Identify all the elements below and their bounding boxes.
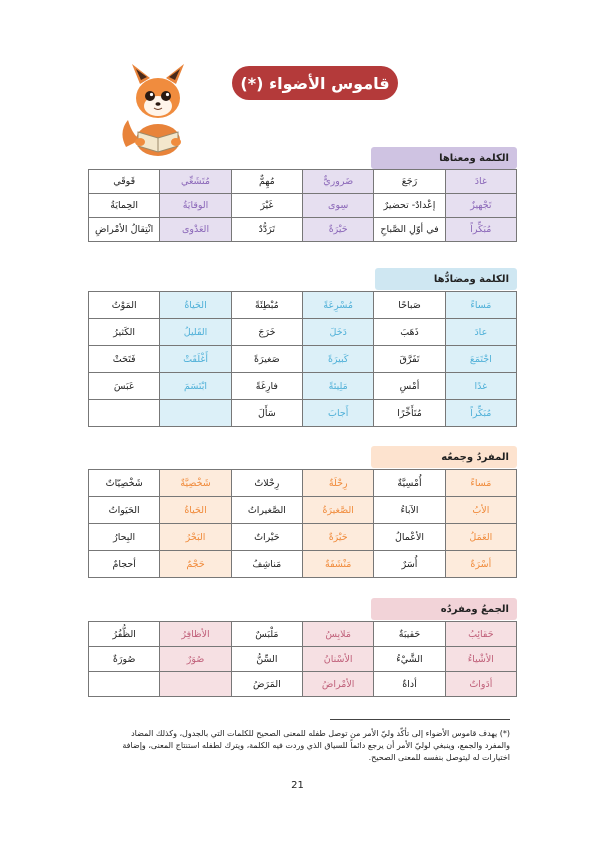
page-number: 21 [291, 780, 304, 791]
table-row [89, 497, 517, 524]
table-cell: حَيْراتٌ [231, 524, 302, 551]
table-cell: رِحْلَةٌ [303, 470, 374, 497]
table-cell: قَوقَي [89, 170, 160, 194]
table-cell: رَجَعَ [374, 170, 445, 194]
table-cell: أَغْلَقَتْ [160, 346, 231, 373]
table-cell: عَبَسَ [89, 373, 160, 400]
table-row [89, 194, 517, 218]
table-cell: أُسَرٌ [374, 551, 445, 578]
table-cell: ضَروريٌّ [303, 170, 374, 194]
table-singular-plural [88, 469, 517, 578]
table-cell: دَخَلَ [303, 319, 374, 346]
table-cell [160, 400, 231, 427]
footnote-divider [330, 719, 510, 720]
table-cell: ابْتَسَمَ [160, 373, 231, 400]
table-cell: الأعْمالُ [374, 524, 445, 551]
table-row [89, 319, 517, 346]
table-cell: الصَّغيرَةُ [303, 497, 374, 524]
table-row [89, 218, 517, 242]
table-meaning [88, 169, 517, 242]
table-cell: مَلِيئةً [303, 373, 374, 400]
table-cell: تَجْهيزٌ [445, 194, 516, 218]
table-cell: حَجْمٌ [160, 551, 231, 578]
table-cell: مَنْشَفَةٌ [303, 551, 374, 578]
table-cell: مَناشِفُ [231, 551, 302, 578]
table-cell: الكَثيرُ [89, 319, 160, 346]
table-cell: الحَياةُ [160, 497, 231, 524]
table-cell: أداةٌ [374, 672, 445, 697]
table-cell: سَأَلَ [231, 400, 302, 427]
table-cell: الأشْياءُ [445, 647, 516, 672]
table-cell: البَحْرُ [160, 524, 231, 551]
table-cell: رِحْلاتٌ [231, 470, 302, 497]
table-cell: حَقيبَةٌ [374, 622, 445, 647]
section-header-meaning: الكلمة ومعناها [371, 147, 517, 169]
table-cell: أدَواتٌ [445, 672, 516, 697]
table-cell: صُوَرٌ [160, 647, 231, 672]
table-cell: مُتَشَعِّي [160, 170, 231, 194]
page-title: قاموس الأضواء (*) [232, 66, 398, 100]
section-header-plural-singular: الجمعُ ومفردُه [371, 598, 517, 620]
table-cell: اجْتَمَعَ [445, 346, 516, 373]
table-cell: أَجابَ [303, 400, 374, 427]
table-cell: الحَياةُ [160, 292, 231, 319]
table-cell: صَباحًا [374, 292, 445, 319]
table-cell: مَلابِسُ [303, 622, 374, 647]
table-cell: الأمْراضُ [303, 672, 374, 697]
table-cell: مُسْرِعَةً [303, 292, 374, 319]
table-cell: حَقائِبُ [445, 622, 516, 647]
table-plural-singular [88, 621, 517, 697]
table-cell: مَساءً [445, 292, 516, 319]
table-cell: القَليلُ [160, 319, 231, 346]
table-cell: حَيْرَةٌ [303, 524, 374, 551]
table-row [89, 373, 517, 400]
table-cell: الأظافِرُ [160, 622, 231, 647]
table-cell: صُورَةٌ [89, 647, 160, 672]
table-cell: السِّنُّ [231, 647, 302, 672]
table-cell: صَغيرَةً [231, 346, 302, 373]
table-cell: خَرَجَ [231, 319, 302, 346]
table-cell: أُمْسِيَّةٌ [374, 470, 445, 497]
table-cell: غدًا [445, 373, 516, 400]
table-cell: مَلْبَسٌ [231, 622, 302, 647]
table-cell: مُبْطِئَةً [231, 292, 302, 319]
table-cell: تَفَرَّقَ [374, 346, 445, 373]
table-cell: العَدْوى [160, 218, 231, 242]
table-row [89, 292, 517, 319]
table-row [89, 170, 517, 194]
table-cell: الأسْنانُ [303, 647, 374, 672]
table-cell: المَوْتُ [89, 292, 160, 319]
table-row [89, 470, 517, 497]
table-cell: الصَّغيراتُ [231, 497, 302, 524]
table-cell [89, 400, 160, 427]
table-cell [89, 672, 160, 697]
table-cell: شَخْصِيَّةٌ [160, 470, 231, 497]
table-opposites [88, 291, 517, 427]
table-cell: أحجامٌ [89, 551, 160, 578]
table-cell: في أوّلِ الصَّباحِ [374, 218, 445, 242]
table-cell: أمْسِ [374, 373, 445, 400]
table-cell: العَمَلُ [445, 524, 516, 551]
table-row [89, 400, 517, 427]
table-cell: مُبَكِّراً [445, 400, 516, 427]
table-cell: الحِمايَةُ [89, 194, 160, 218]
table-cell: مُبَكِّراً [445, 218, 516, 242]
table-cell: غَيْرَ [231, 194, 302, 218]
table-row [89, 672, 517, 697]
table-cell: مَساءً [445, 470, 516, 497]
table-cell: البِحارُ [89, 524, 160, 551]
table-cell: ذَهَبَ [374, 319, 445, 346]
table-cell: الآباءُ [374, 497, 445, 524]
table-row [89, 346, 517, 373]
table-cell: انْتِقالُ الأمْراضِ [89, 218, 160, 242]
table-cell: غادَ [445, 170, 516, 194]
table-cell: عادَ [445, 319, 516, 346]
table-cell: حَيْرَةٌ [303, 218, 374, 242]
table-cell [160, 672, 231, 697]
table-row [89, 622, 517, 647]
table-cell: الأبُ [445, 497, 516, 524]
fox-mascot-icon [118, 62, 198, 162]
table-cell: الحَيَواتُ [89, 497, 160, 524]
table-cell: فارِغَةً [231, 373, 302, 400]
table-cell: الوقايَةُ [160, 194, 231, 218]
table-cell: الشَّيْءُ [374, 647, 445, 672]
section-header-singular-plural: المفردُ وجمعُه [371, 446, 517, 468]
table-cell: إعْدادٌ- تحضيرٌ [374, 194, 445, 218]
footnote: (*) يهدف قاموس الأضواء إلى تأكّد وليّ الأمر من توصل طفله للمعنى الصحيح للكلمات التي بالجدول، وكذلك المضاد والمفرد والجمع، وينبغي لوليّ الأمر أن يرجع دائماً للسياق الذي وردت فيه الكلمة، ويترك لطفله استنتاج المعنى، وإضافة اختيارات له ليتوصل بنفسه للمعنى الصحيح. [122, 729, 510, 762]
table-cell: الظُّفُرُ [89, 622, 160, 647]
table-row [89, 524, 517, 551]
table-cell: شَخْصِيّاتٌ [89, 470, 160, 497]
table-row [89, 551, 517, 578]
table-cell: المَرَضُ [231, 672, 302, 697]
table-cell: تَرَدُّدٌ [231, 218, 302, 242]
table-cell: سِوى [303, 194, 374, 218]
table-row [89, 647, 517, 672]
table-cell: أسْرَةٌ [445, 551, 516, 578]
table-cell: مُتَأَخِّرًا [374, 400, 445, 427]
table-cell: فَتَحَتْ [89, 346, 160, 373]
table-cell: كَبيرَةً [303, 346, 374, 373]
section-header-opposites: الكلمة ومضادُّها [375, 268, 517, 290]
table-cell: مُهِمٌّ [231, 170, 302, 194]
